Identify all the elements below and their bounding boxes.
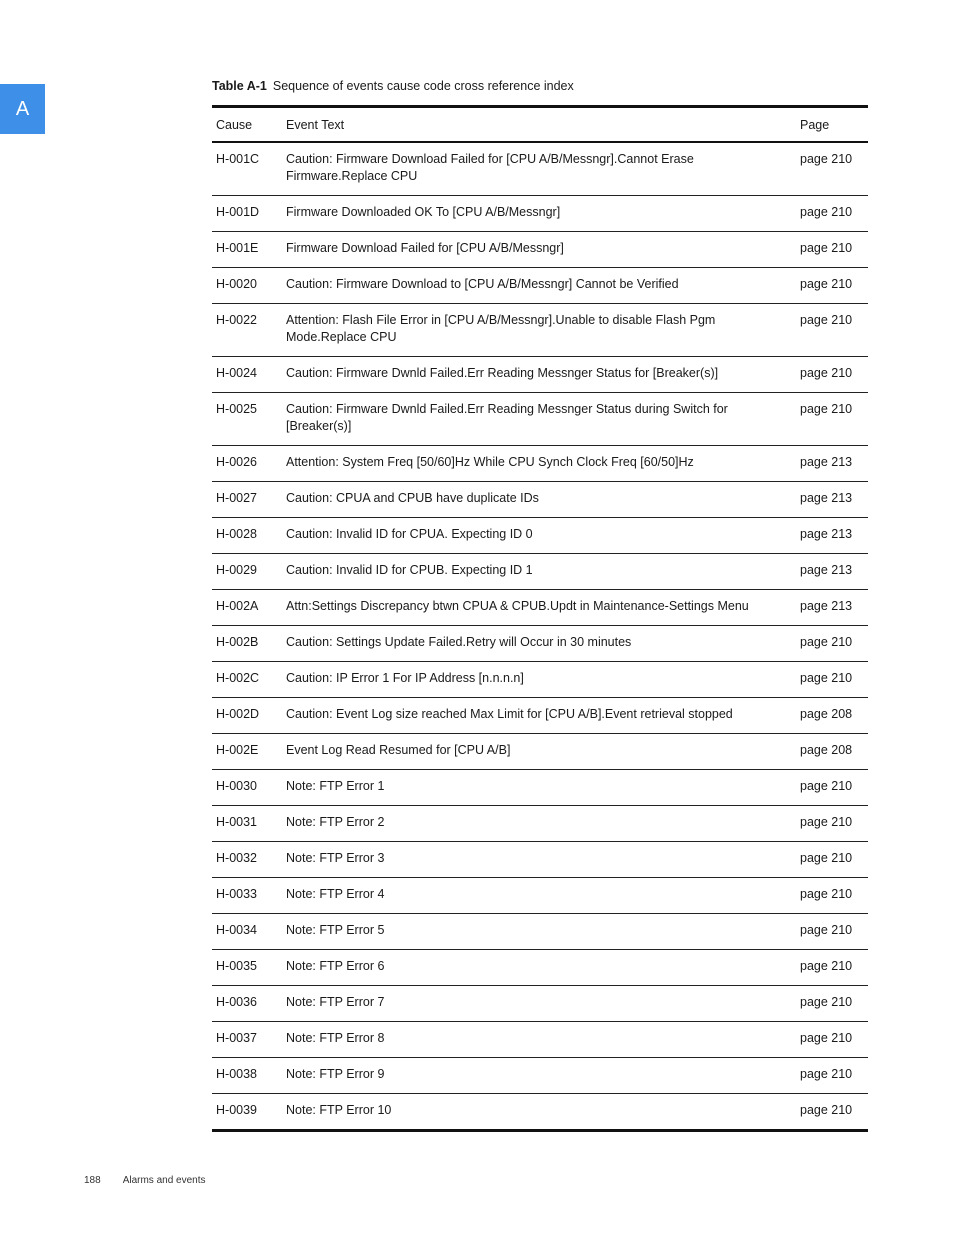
cause-code-cell: H-0037: [216, 1031, 257, 1045]
page-ref-cell: page 213: [800, 599, 853, 613]
header-event-text: Event Text: [286, 117, 345, 132]
event-text-cell: Note: FTP Error 9: [286, 1067, 385, 1081]
page-ref-cell: page 210: [800, 152, 853, 166]
cause-code-cell: H-001D: [216, 205, 260, 219]
event-text-cell: Note: FTP Error 7: [286, 995, 385, 1009]
cause-code-cell: H-002A: [216, 599, 259, 613]
table-row: [212, 770, 868, 806]
page-ref-cell: page 213: [800, 491, 853, 505]
page-ref-cell: page 213: [800, 563, 853, 577]
cause-code-cell: H-001E: [216, 241, 259, 255]
table-row: [212, 626, 868, 662]
table-row: [212, 842, 868, 878]
event-text-cell: Event Log Read Resumed for [CPU A/B]: [286, 743, 511, 757]
table-row: [212, 232, 868, 268]
event-text-cell: Caution: Invalid ID for CPUB. Expecting ID 1: [286, 563, 533, 577]
table-header-row: [212, 107, 868, 143]
page-ref-cell: page 210: [800, 1103, 853, 1117]
page-ref-cell: page 210: [800, 815, 853, 829]
table-row: [212, 268, 868, 304]
cause-code-cell: H-0039: [216, 1103, 257, 1117]
cause-code-cell: H-0024: [216, 366, 257, 380]
event-text-cell: Caution: Firmware Download Failed for [CPU A/B/Messngr].Cannot Erase Firmware.Replace CPU: [286, 152, 694, 183]
cause-code-cell: H-0030: [216, 779, 257, 793]
table-caption-label: Table A-1: [212, 79, 267, 93]
page-ref-cell: page 210: [800, 671, 853, 685]
cause-code-cell: H-0022: [216, 313, 257, 327]
page-ref-cell: page 210: [800, 779, 853, 793]
page-ref-cell: page 208: [800, 743, 853, 757]
table-header: [212, 107, 868, 143]
event-text-cell: Firmware Download Failed for [CPU A/B/Messngr]: [286, 241, 564, 255]
cause-code-table: [212, 105, 868, 1132]
page-ref-cell: page 210: [800, 241, 853, 255]
event-text-cell: Note: FTP Error 1: [286, 779, 385, 793]
cause-code-cell: H-0034: [216, 923, 257, 937]
page-ref-cell: page 210: [800, 887, 853, 901]
table-body: [212, 142, 868, 1131]
table-row: [212, 950, 868, 986]
event-text-cell: Note: FTP Error 4: [286, 887, 385, 901]
page-ref-cell: page 210: [800, 366, 853, 380]
footer-section-title: Alarms and events: [122, 1175, 206, 1186]
cause-code-cell: H-0035: [216, 959, 257, 973]
cause-code-cell: H-0020: [216, 277, 257, 291]
table-row: [212, 393, 868, 446]
table-row: [212, 304, 868, 357]
page-footer: [84, 1175, 206, 1186]
table-row: [212, 914, 868, 950]
cause-code-cell: H-0025: [216, 402, 257, 416]
event-text-cell: Caution: CPUA and CPUB have duplicate IDs: [286, 491, 539, 505]
page-ref-cell: page 210: [800, 1067, 853, 1081]
page-ref-cell: page 213: [800, 527, 853, 541]
page-ref-cell: page 210: [800, 923, 853, 937]
event-text-cell: Note: FTP Error 2: [286, 815, 385, 829]
event-text-cell: Caution: Firmware Download to [CPU A/B/Messngr] Cannot be Verified: [286, 277, 679, 291]
cause-code-cell: H-0027: [216, 491, 257, 505]
table-row: [212, 662, 868, 698]
table-row: [212, 357, 868, 393]
cause-code-cell: H-002B: [216, 635, 259, 649]
table-row: [212, 142, 868, 196]
table-row: [212, 482, 868, 518]
header-cause: Cause: [216, 117, 253, 132]
footer-page-number: 188: [84, 1175, 101, 1186]
table-row: [212, 518, 868, 554]
cause-code-cell: H-002D: [216, 707, 260, 721]
cause-code-cell: H-0036: [216, 995, 257, 1009]
event-text-cell: Caution: Firmware Dwnld Failed.Err Reading Messnger Status during Switch for [Breaker(s)]: [286, 402, 728, 433]
page-ref-cell: page 210: [800, 205, 853, 219]
event-text-cell: Note: FTP Error 3: [286, 851, 385, 865]
page-ref-cell: page 210: [800, 851, 853, 865]
cause-code-cell: H-0028: [216, 527, 257, 541]
event-text-cell: Note: FTP Error 8: [286, 1031, 385, 1045]
event-text-cell: Attn:Settings Discrepancy btwn CPUA & CPUB.Updt in Maintenance-Settings Menu: [286, 599, 749, 613]
event-text-cell: Attention: System Freq [50/60]Hz While CPU Synch Clock Freq [60/50]Hz: [286, 455, 694, 469]
cause-code-cell: H-002C: [216, 671, 260, 685]
page-ref-cell: page 208: [800, 707, 853, 721]
cause-code-cell: H-0029: [216, 563, 257, 577]
page-ref-cell: page 210: [800, 277, 853, 291]
page-ref-cell: page 210: [800, 635, 853, 649]
table-row: [212, 986, 868, 1022]
cause-code-cell: H-0033: [216, 887, 257, 901]
cause-code-cell: H-0032: [216, 851, 257, 865]
table-row: [212, 1094, 868, 1131]
table-row: [212, 1022, 868, 1058]
cause-code-cell: H-001C: [216, 152, 260, 166]
table-row: [212, 1058, 868, 1094]
table-row: [212, 878, 868, 914]
event-text-cell: Caution: Firmware Dwnld Failed.Err Reading Messnger Status for [Breaker(s)]: [286, 366, 719, 380]
table-row: [212, 196, 868, 232]
page-ref-cell: page 210: [800, 995, 853, 1009]
appendix-letter: A: [15, 97, 30, 120]
event-text-cell: Caution: Event Log size reached Max Limit for [CPU A/B].Event retrieval stopped: [286, 707, 733, 721]
event-text-cell: Note: FTP Error 6: [286, 959, 385, 973]
table-row: [212, 806, 868, 842]
page-ref-cell: page 210: [800, 313, 853, 327]
event-text-cell: Caution: Invalid ID for CPUA. Expecting ID 0: [286, 527, 533, 541]
table-caption-title: Sequence of events cause code cross reference index: [272, 79, 574, 93]
table-row: [212, 446, 868, 482]
cause-code-cell: H-0026: [216, 455, 257, 469]
page-ref-cell: page 210: [800, 1031, 853, 1045]
cause-code-cell: H-0038: [216, 1067, 257, 1081]
cause-code-cell: H-002E: [216, 743, 259, 757]
cause-code-cell: H-0031: [216, 815, 257, 829]
event-text-cell: Caution: Settings Update Failed.Retry will Occur in 30 minutes: [286, 635, 632, 649]
event-text-cell: Firmware Downloaded OK To [CPU A/B/Messngr]: [286, 205, 561, 219]
table-row: [212, 698, 868, 734]
page-ref-cell: page 213: [800, 455, 853, 469]
event-text-cell: Note: FTP Error 5: [286, 923, 385, 937]
event-text-cell: Caution: IP Error 1 For IP Address [n.n.n.n]: [286, 671, 524, 685]
table-row: [212, 734, 868, 770]
table-row: [212, 554, 868, 590]
page-ref-cell: page 210: [800, 959, 853, 973]
table-caption: [212, 79, 574, 93]
event-text-cell: Note: FTP Error 10: [286, 1103, 392, 1117]
page-ref-cell: page 210: [800, 402, 853, 416]
table-row: [212, 590, 868, 626]
header-page: Page: [800, 117, 830, 132]
appendix-tab-marker: [0, 84, 45, 134]
event-text-cell: Attention: Flash File Error in [CPU A/B/Messngr].Unable to disable Flash Pgm Mode.Replace CPU: [286, 313, 716, 344]
cause-code-table-container: [212, 105, 868, 1132]
